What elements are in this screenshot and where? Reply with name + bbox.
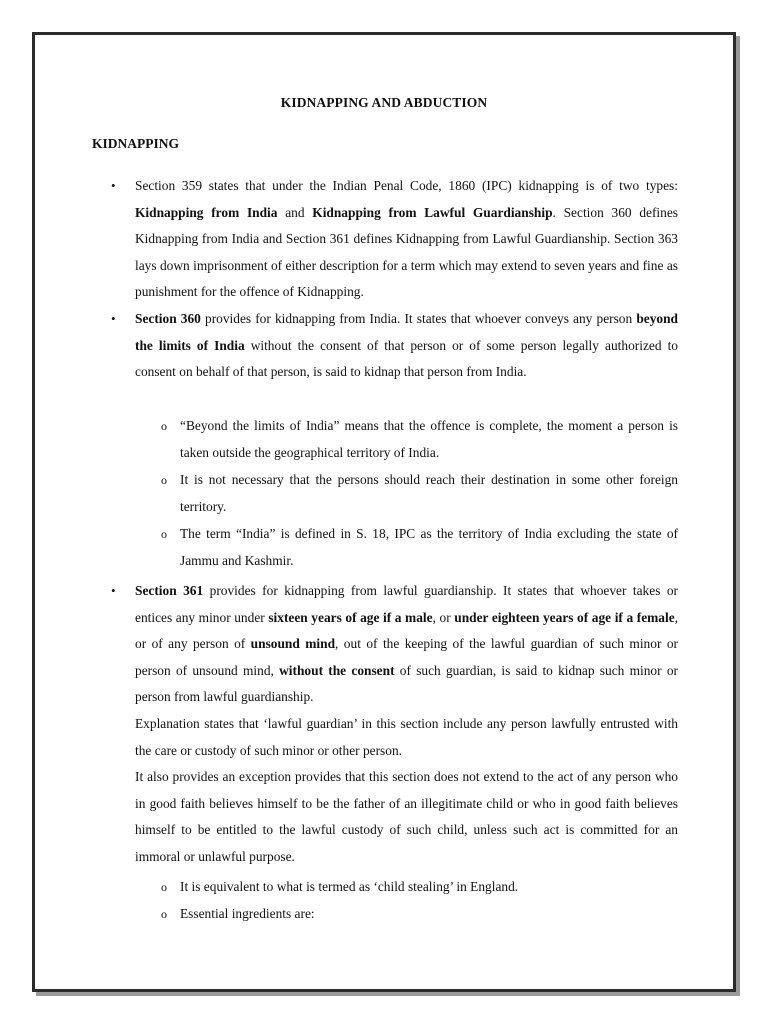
bold-term: Section 361 — [135, 583, 204, 598]
sub-bullet-item: It is equivalent to what is termed as ‘child stealing’ in England. — [180, 879, 519, 894]
text-span: Section 359 states that under the Indian Penal Code, 1860 (IPC) kidnapping is of two types: — [135, 178, 678, 193]
sub-bullet-item: “Beyond the limits of India” means that the offence is complete, the moment a person is taken outside the geographical territory of India. — [180, 418, 678, 460]
bold-term: Kidnapping from India — [135, 204, 278, 220]
section-heading-kidnapping: KIDNAPPING — [92, 136, 179, 151]
bullet-marker: • — [111, 311, 116, 326]
sub-bullet-item: The term “India” is defined in S. 18, IPC as the territory of India excluding the state of Jammu and Kashmir. — [180, 526, 678, 568]
bullet-section-360 — [135, 306, 678, 386]
text-span: , out of the keeping of the lawful guardian of such minor or person of unsound mind, — [135, 636, 678, 678]
sub-bullet-item: It is not necessary that the persons should reach their destination in some other foreign territory. — [180, 472, 678, 514]
text-span: provides for kidnapping from India. It states that whoever conveys any person — [200, 311, 637, 326]
sub-bullet-marker: o — [161, 880, 167, 894]
bold-term: under eighteen years of age if a female — [454, 609, 675, 625]
explanation-paragraph: Explanation states that ‘lawful guardian’ in this section include any person lawfully entrusted with the care or custody of such minor or other person. — [135, 715, 678, 758]
sub-bullet-marker: o — [161, 907, 167, 921]
bullet-marker: • — [111, 583, 116, 598]
section-361-paragraph — [135, 578, 678, 711]
text-span: of such guardian, is said to kidnap such minor or person from lawful guardianship. — [135, 662, 678, 705]
bullet-section-359 — [135, 173, 678, 306]
exception-paragraph: It also provides an exception provides that this section does not extend to the act of any person who in good faith believes himself to be the father of an illegitimate child or who in good faith believes himself to be entitled to the lawful custody of such child, unless such act is committed for an immoral or unlawful purpose. — [135, 769, 678, 864]
sub-bullet-marker: o — [161, 527, 167, 541]
bold-term: unsound mind — [250, 636, 336, 652]
bold-term: sixteen years of age if a male — [268, 609, 433, 625]
sub-bullet-marker: o — [161, 419, 167, 433]
text-span: provides for kidnapping from lawful guardianship. It states that whoever takes or entices any minor under — [135, 583, 678, 625]
text-span: without the consent of that person or of some person legally authorized to consent on behalf of that person, is said to kidnap that person from India. — [135, 337, 678, 380]
bullet-section-361 — [135, 578, 678, 871]
bold-term: beyond the limits of India — [135, 311, 679, 353]
bold-term: Section 360 — [135, 311, 201, 326]
sub-bullet-item: Essential ingredients are: — [180, 906, 315, 921]
document-page — [32, 32, 736, 992]
bold-term: Kidnapping from Lawful Guardianship — [312, 204, 553, 220]
text-span: . Section 360 defines Kidnapping from India and Section 361 defines Kidnapping from Lawful Guardianship. Section 363 lays down imprisonment of either description for a term which may extend to seven years and fine as punishment for the offence of Kidnapping. — [135, 204, 678, 300]
text-span: , or — [432, 609, 455, 625]
bold-term: without the consent — [279, 662, 395, 678]
document-title: KIDNAPPING AND ABDUCTION — [280, 95, 488, 110]
text-span: , or of any person of — [135, 609, 679, 652]
sub-bullet-marker: o — [161, 473, 167, 487]
bullet-marker: • — [111, 178, 116, 193]
text-span: and — [277, 204, 313, 220]
